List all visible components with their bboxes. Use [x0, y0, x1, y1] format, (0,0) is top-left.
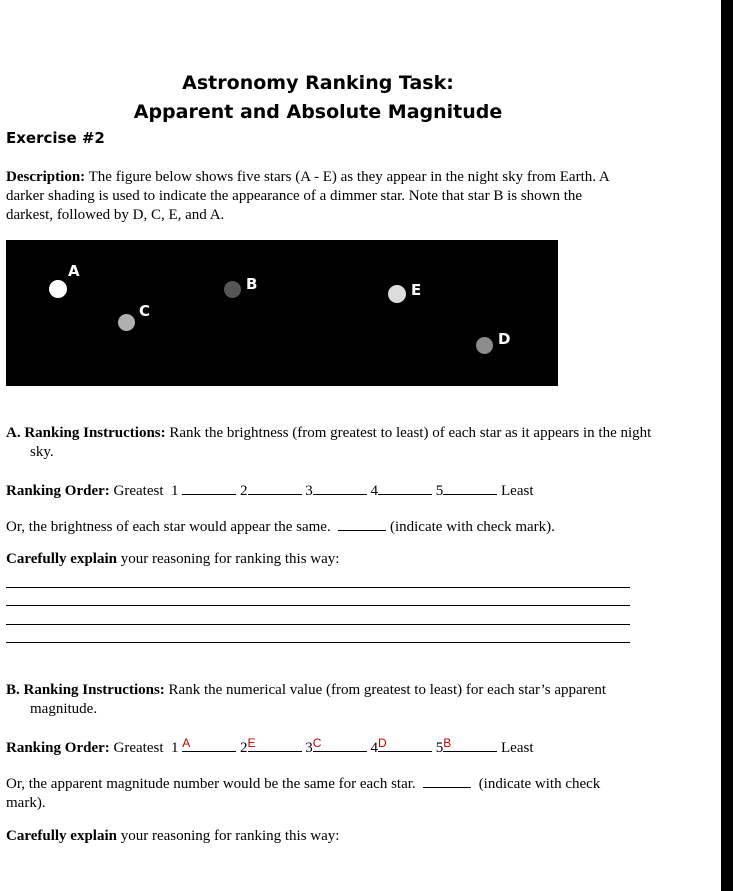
rank-number: 5 — [435, 740, 444, 756]
star-a — [49, 280, 67, 298]
section-b-text: Rank the numerical value (from greatest to least) for each star’s apparent magnitude. — [30, 682, 607, 717]
rank-number: 2 — [240, 740, 248, 756]
section-b-explain-text: your reasoning for ranking this way: — [116, 828, 340, 844]
rank-blank-4[interactable] — [378, 736, 432, 752]
description-text: The figure below shows five stars (A - E) as they appear in the night sky from Earth. A darker shading is used to indicate the appearance of a dimmer star. Note that star B is shown the darkest, followed by D, C, E, and A. — [6, 169, 609, 223]
rank-blank-2[interactable] — [248, 736, 302, 752]
rank-blank-2[interactable] — [248, 479, 302, 495]
page-title: Astronomy Ranking Task: — [182, 72, 454, 94]
section-b-same-text: Or, the apparent magnitude number would be the same for each star. — [6, 776, 416, 792]
section-a-check-blank[interactable] — [338, 515, 386, 531]
section-a-same-row — [6, 515, 555, 534]
section-b-least: Least — [501, 740, 534, 756]
star-d — [476, 337, 493, 354]
rank-answer-5: B — [443, 736, 452, 750]
section-b-instructions — [6, 681, 660, 719]
answer-line[interactable] — [6, 624, 630, 625]
rank-answer-3: C — [312, 736, 322, 750]
answer-line[interactable] — [6, 642, 630, 643]
rank-blank-1[interactable] — [182, 736, 236, 752]
section-b-label: B. Ranking Instructions: — [6, 682, 165, 698]
rank-blank-1[interactable] — [182, 479, 236, 495]
section-a-greatest: Greatest — [113, 483, 164, 499]
section-b-ranking-label: Ranking Order: — [6, 740, 110, 756]
star-b-label: B — [246, 275, 258, 293]
rank-answer-4: D — [378, 736, 387, 750]
rank-number: 3 — [305, 483, 313, 499]
rank-number: 1 — [171, 740, 179, 756]
rank-number: 3 — [305, 740, 313, 756]
description — [6, 168, 626, 225]
rank-blank-5[interactable] — [443, 479, 497, 495]
section-a-least: Least — [501, 483, 534, 499]
rank-number: 5 — [435, 483, 444, 499]
rank-answer-1: A — [182, 736, 191, 750]
star-e — [388, 285, 406, 303]
page-edge-bar — [721, 0, 733, 891]
star-c-label: C — [139, 302, 151, 320]
section-b-ranking-row — [6, 736, 533, 755]
rank-number: 1 — [171, 483, 179, 499]
rank-blank-4[interactable] — [378, 479, 432, 495]
star-b — [224, 281, 241, 298]
rank-answer-2: E — [247, 736, 256, 750]
section-b-same-hint: (indicate with check mark). — [6, 776, 601, 811]
section-a-ranking-row — [6, 479, 533, 498]
section-b-greatest: Greatest — [113, 740, 164, 756]
section-a-same-hint: (indicate with check mark). — [389, 519, 555, 535]
section-b-explain-label: Carefully explain — [6, 828, 117, 844]
section-a-explain — [6, 551, 339, 570]
star-a-label: A — [68, 262, 80, 280]
rank-number: 4 — [370, 740, 378, 756]
exercise-number: Exercise #2 — [6, 129, 105, 147]
section-a-ranking-label: Ranking Order: — [6, 483, 110, 499]
section-a-instructions — [6, 424, 660, 462]
section-a-same-text: Or, the brightness of each star would appear the same. — [6, 519, 331, 535]
section-a-explain-text: your reasoning for ranking this way: — [116, 551, 340, 567]
description-label: Description: — [6, 169, 86, 185]
star-e-label: E — [411, 281, 422, 299]
rank-blank-3[interactable] — [313, 736, 367, 752]
section-b-check-blank[interactable] — [423, 772, 471, 788]
rank-number: 2 — [240, 483, 248, 499]
star-d-label: D — [498, 330, 511, 348]
star-figure — [6, 240, 558, 386]
rank-blank-5[interactable] — [443, 736, 497, 752]
section-a-explain-label: Carefully explain — [6, 551, 117, 567]
section-b-explain — [6, 828, 339, 847]
answer-line[interactable] — [6, 605, 630, 606]
section-a-text: Rank the brightness (from greatest to least) of each star as it appears in the night sky. — [30, 425, 652, 460]
section-b-same-row — [6, 772, 616, 813]
rank-blank-3[interactable] — [313, 479, 367, 495]
section-a-label: A. Ranking Instructions: — [6, 425, 166, 441]
page-subtitle: Apparent and Absolute Magnitude — [133, 101, 503, 123]
star-c — [118, 314, 135, 331]
rank-number: 4 — [370, 483, 378, 499]
answer-line[interactable] — [6, 587, 630, 588]
